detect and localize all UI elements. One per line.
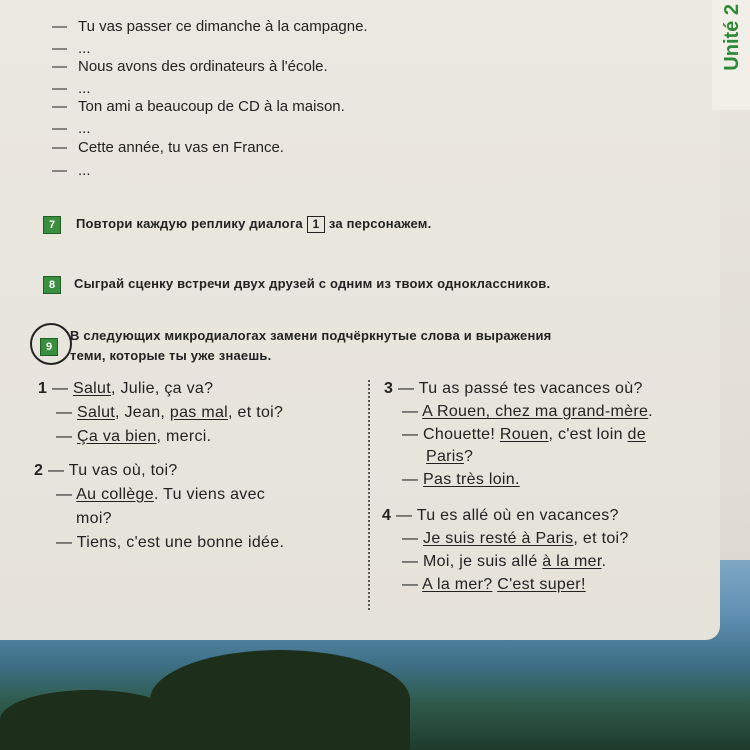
dialog-4-line: 4 — Tu es allé où en vacances? <box>382 507 619 524</box>
task-instruction: В следующих микродиалогах замени подчёркнутые слова и выражения <box>70 328 552 343</box>
palm-tree <box>0 690 180 750</box>
dialog-4-line: — Je suis resté à Paris, et toi? <box>402 530 629 547</box>
dialog-2-line: 2 — Tu vas où, toi? <box>34 462 178 479</box>
exercise-line: — Tu vas passer ce dimanche à la campagne. <box>52 18 368 35</box>
unit-label: Unité 2 <box>721 4 743 71</box>
exercise-line: — Nous avons des ordinateurs à l'école. <box>52 58 328 75</box>
task-number: 9 <box>40 338 58 356</box>
exercise-line: — ... <box>52 40 91 57</box>
dialog-4-line: — A la mer? C'est super! <box>402 576 586 593</box>
task-instruction: Сыграй сценку встречи двух друзей с одним из твоих одноклассников. <box>74 276 551 291</box>
dialog-3-line: — A Rouen, chez ma grand-mère. <box>402 403 653 420</box>
task-instruction: Повтори каждую реплику диалога 1 за персонажем. <box>76 216 432 232</box>
exercise-line: — ... <box>52 80 91 97</box>
palm-tree <box>150 650 410 750</box>
dialog-2-line: moi? <box>76 510 112 527</box>
dialog-1-line: — Salut, Jean, pas mal, et toi? <box>56 404 284 421</box>
dialog-reference-box: 1 <box>307 216 325 233</box>
task-number: 7 <box>43 216 61 234</box>
exercise-line: — ... <box>52 120 91 137</box>
dialog-3-line: — Pas très loin. <box>402 471 520 488</box>
dialog-4-line: — Moi, je suis allé à la mer. <box>402 553 607 570</box>
task-number: 8 <box>43 276 61 294</box>
unit-tab <box>712 0 750 110</box>
task-instruction: теми, которые ты уже знаешь. <box>70 348 272 363</box>
exercise-line: — Ton ami a beaucoup de CD à la maison. <box>52 98 345 115</box>
column-divider <box>368 380 370 610</box>
dialog-2-line: — Tiens, c'est une bonne idée. <box>56 534 285 551</box>
exercise-line: — Cette année, tu vas en France. <box>52 139 284 156</box>
dialog-1-line: 1 — Salut, Julie, ça va? <box>38 380 214 397</box>
dialog-3-line: — Chouette! Rouen, c'est loin de <box>402 426 646 443</box>
exercise-line: — ... <box>52 162 91 179</box>
dialog-3-line: Paris? <box>426 448 474 465</box>
dialog-3-line: 3 — Tu as passé tes vacances où? <box>384 380 643 397</box>
dialog-2-line: — Au collège. Tu viens avec <box>56 486 266 503</box>
dialog-1-line: — Ça va bien, merci. <box>56 428 212 445</box>
